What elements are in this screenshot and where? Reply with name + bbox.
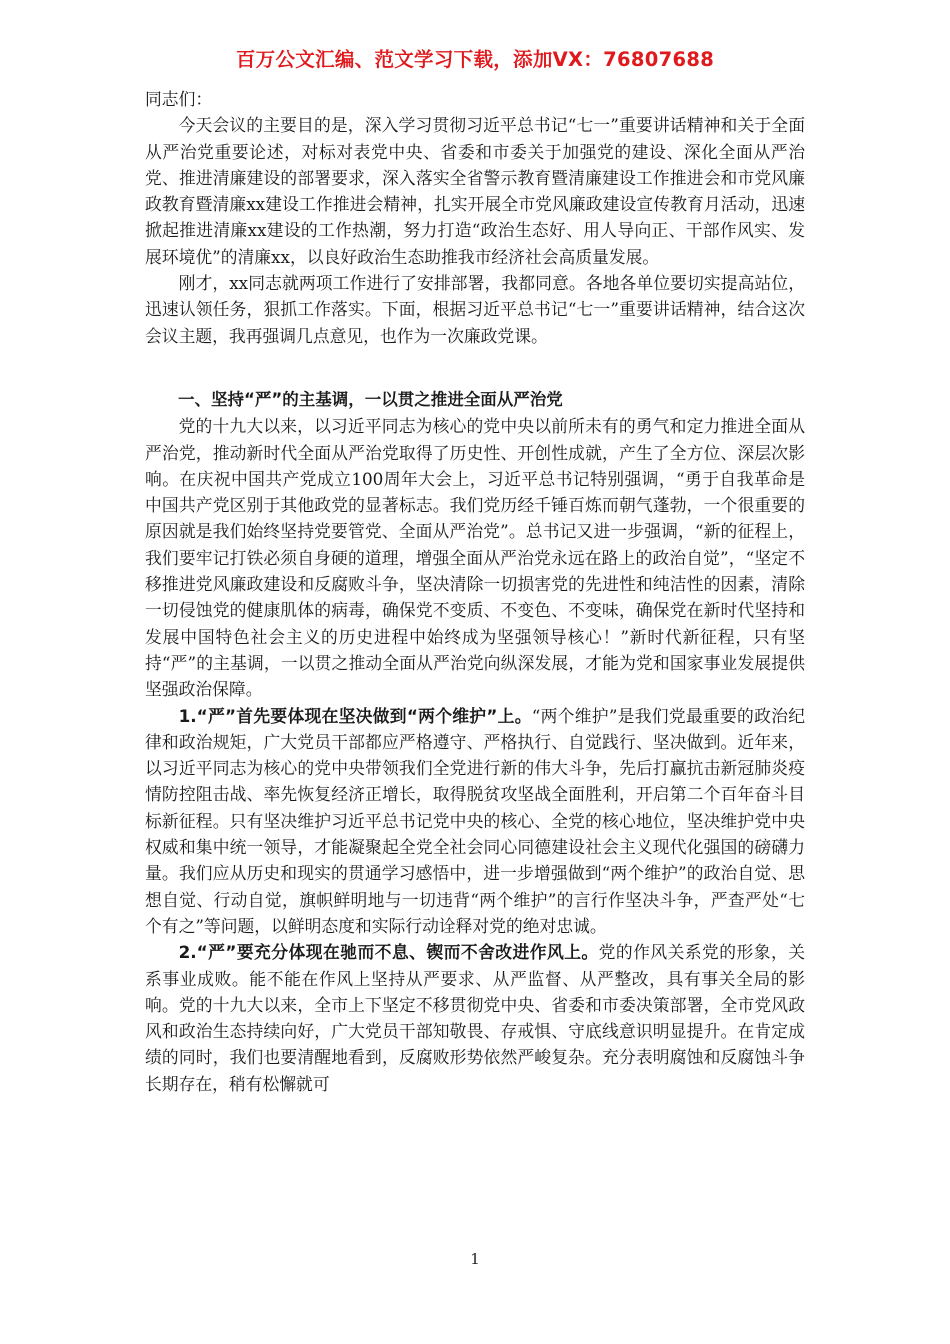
page-number: 1	[470, 1250, 480, 1268]
section-paragraph: 党的十九大以来，以习近平同志为核心的党中央以前所未有的勇气和定力推进全面从严治党，推动新时代全面从严治党取得了历史性、开创性成就，产生了全方位、深层次影响。在庆祝中国共产党成立100周年大会上，习近平总书记特别强调，“勇于自我革命是中国共产党区别于其他政党的显著标志。我们党历经千锤百炼而朝气蓬勃，一个很重要的原因就是我们始终坚持党要管党、全面从严治党”。总书记又进一步强调，“新的征程上，我们要牢记打铁必须自身硬的道理，增强全面从严治党永远在路上的政治自觉”，“坚定不移推进党风廉政建设和反腐败斗争，坚决清除一切损害党的先进性和纯洁性的因素，清除一切侵蚀党的健康肌体的病毒，确保党不变质、不变色、不变味，确保党在新时代坚持和发展中国特色社会主义的历史进程中始终成为坚强领导核心！”新时代新征程，只有坚持“严”的主基调，一以贯之推动全面从严治党向纵深发展，才能为党和国家事业发展提供坚强政治保障。	[145, 416, 805, 700]
point-body: “两个维护”是我们党最重要的政治纪律和政治规矩，广大党员干部都应严格遵守、严格执行、自觉践行、坚决做到。近年来，以习近平同志为核心的党中央带领我们全党进行新的伟大斗争，先后打赢抗击新冠肺炎疫情防控阻击战、率先恢复经济正增长，取得脱贫攻坚战全面胜利，开启第二个百年奋斗目标新征程。只有坚决维护习近平总书记党中央的核心、全党的核心地位，坚决维护党中央权威和集中统一领导，才能凝聚起全党全社会同心同德建设社会主义现代化强国的磅礴力量。我们应从历史和现实的贯通学习感悟中，进一步增强做到“两个维护”的政治自觉、思想自觉、行动自觉，旗帜鲜明地与一切违背“两个维护”的言行作坚决斗争，严查严处“七个有之”等问题，以鲜明态度和实际行动诠释对党的绝对忠诚。	[145, 705, 805, 936]
section-heading: 一、坚持“严”的主基调，一以贯之推进全面从严治党	[178, 389, 563, 409]
point-paragraph	[145, 939, 805, 1097]
point-paragraph	[145, 703, 805, 940]
point-body: 党的作风关系党的形象，关系事业成败。能不能在作风上坚持从严要求、从严监督、从严整改，具有事关全局的影响。党的十九大以来，全市上下坚定不移贯彻党中央、省委和市委决策部署，全市党风政风和政治生态持续向好，广大党员干部知敬畏、存戒惧、守底线意识明显提升。在肯定成绩的同时，我们也要清醒地看到，反腐败形势依然严峻复杂。充分表明腐蚀和反腐蚀斗争长期存在，稍有松懈就可	[145, 942, 805, 1094]
point-lead: 1.“严”首先要体现在坚决做到“两个维护”上。	[178, 705, 532, 726]
section-spacer	[145, 349, 805, 387]
point-lead: 2.“严”要充分体现在驰而不息、锲而不舍改进作风上。	[178, 942, 599, 963]
header-banner: 百万公文汇编、范文学习下载，添加VX：76807688	[235, 48, 715, 71]
intro-paragraph: 刚才，xx同志就两项工作进行了安排部署，我都同意。各地各单位要切实提高站位，迅速认领任务，狠抓工作落实。下面，根据习近平总书记“七一”重要讲话精神，结合这次会议主题，我再强调几点意见，也作为一次廉政党课。	[145, 273, 805, 346]
document-body	[145, 86, 805, 1097]
intro-paragraph: 今天会议的主要目的是，深入学习贯彻习近平总书记“七一”重要讲话精神和关于全面从严治党重要论述，对标对表党中央、省委和市委关于加强党的建设、深化全面从严治党、推进清廉建设的部署要求，深入落实全省警示教育暨清廉建设工作推进会和市党风廉政教育暨清廉xx建设工作推进会精神，扎实开展全市党风廉政建设宣传教育月活动，迅速掀起推进清廉xx建设的工作热潮，努力打造“政治生态好、用人导向正、干部作风实、发展环境优”的清廉xx，以良好政治生态助推我市经济社会高质量发展。	[145, 115, 805, 267]
salutation: 同志们：	[145, 89, 213, 109]
